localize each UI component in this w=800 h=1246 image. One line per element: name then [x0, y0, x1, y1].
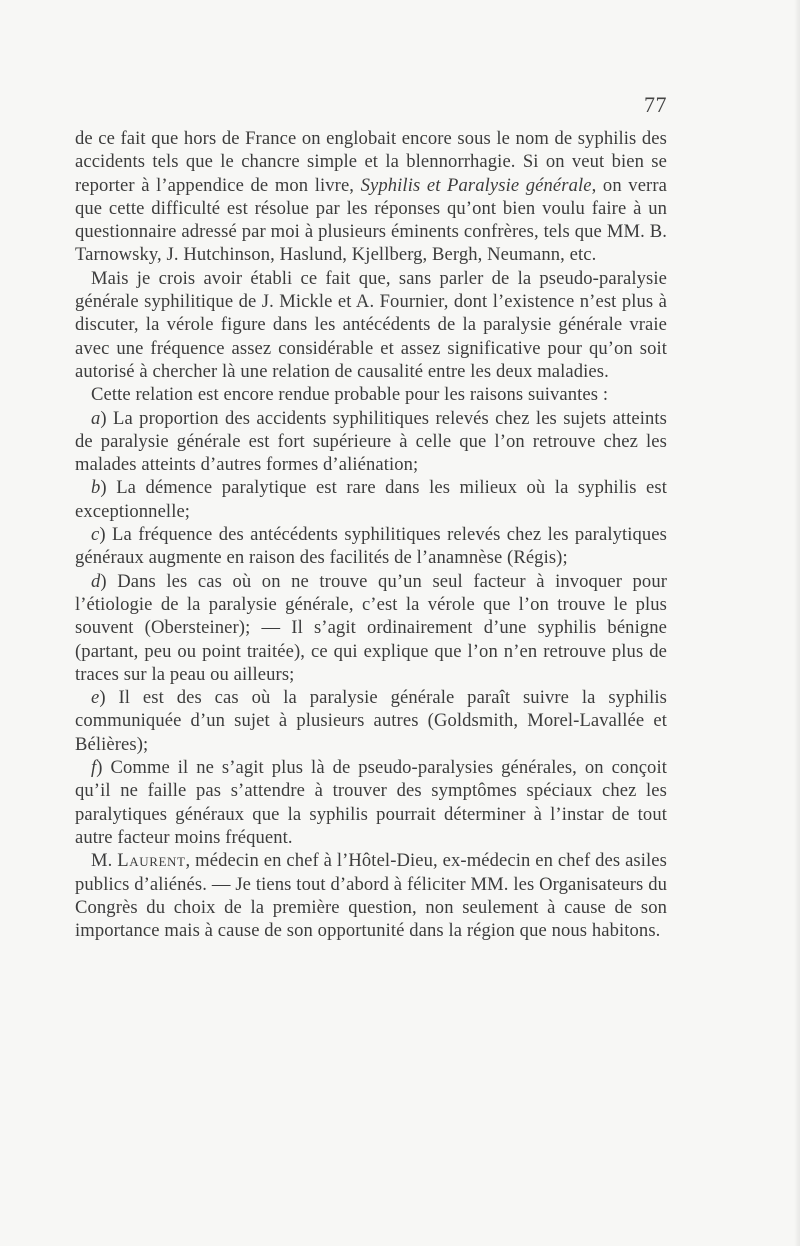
reason-marker: f [91, 757, 97, 779]
reason-text: Comme il ne s’agit plus là de pseudo-paralysies générales, on conçoit qu’il ne faille pas s’attendre à trouver des symptômes spéciaux chez les paralytiques généraux que la syphilis pourrait déterminer à l’instar de tout autre facteur moins fréquent. [75, 757, 667, 848]
body-text [75, 127, 667, 942]
book-title: Syphilis et Paralysie générale [360, 174, 592, 196]
paragraph-intro-text: de ce fait que hors de France on englobait encore sous le nom de syphilis des accidents tels que le chancre simple et la blennorrhagie. Si on veut bien se reporter à l’appendice de mon livre, [75, 128, 667, 196]
reason-item: e) Il est des cas où la paralysie générale paraît suivre la syphilis communiquée d’un sujet à plusieurs autres (Goldsmith, Morel-Lavallée et Bélières); [75, 687, 667, 755]
speaker-name: Laurent [117, 850, 186, 872]
closing-paragraph [75, 849, 667, 942]
paragraph-intro [75, 127, 667, 267]
paragraph-argument: Mais je crois avoir établi ce fait que, sans parler de la pseudo-paralysie générale syphilitique de J. Mickle et A. Fournier, dont l’existence n’est plus à discuter, la vérole figure dans les antécédents de la paralysie générale vraie avec une fréquence assez considérable et assez significative pour qu’on soit autorisé à chercher là une relation de causalité entre les deux maladies. [75, 267, 667, 382]
closing-text: , médecin en chef à l’Hôtel-Dieu, ex-médecin en chef des asiles publics d’aliénés. — Je tiens tout d’abord à féliciter MM. les Organisateurs du Congrès du choix de la première question, non seulement à cause de son importance mais à cause de son opportunité dans la région que nous habitons. [75, 850, 667, 942]
reason-item: c) La fréquence des antécédents syphilitiques relevés chez les paralytiques généraux augmente en raison des facilités de l’anamnèse (Régis); [75, 524, 667, 569]
reason-marker: d [91, 570, 101, 592]
page-number: 77 [644, 92, 667, 117]
reason-text: Il est des cas où la paralysie générale paraît suivre la syphilis communiquée d’un sujet à plusieurs autres (Goldsmith, Morel-Lavallée et Bélières); [75, 687, 667, 755]
reason-text: Dans les cas où on ne trouve qu’un seul facteur à invoquer pour l’étiologie de la paralysie générale, c’est la vérole que l’on trouve le plus souvent (Obersteiner); — Il s’agit ordinairement d’une syphilis bénigne (partant, peu ou point traitée), ce qui explique que l’on n’en retrouve plus de traces sur la peau ou ailleurs; [75, 570, 668, 685]
reason-text: La proportion des accidents syphilitiques relevés chez les sujets atteints de paralysie générale est fort supérieure à celle que l’on retrouve chez les malades atteints d’autres formes d’aliénation; [75, 407, 667, 476]
reason-item: a) La proportion des accidents syphilitiques relevés chez les sujets atteints de paralysie générale est fort supérieure à celle que l’on retrouve chez les malades atteints d’autres formes d’aliénation; [75, 407, 667, 476]
reason-item: f) Comme il ne s’agit plus là de pseudo-paralysies générales, on conçoit qu’il ne faille pas s’attendre à trouver des symptômes spéciaux chez les paralytiques généraux que la syphilis pourrait déterminer à l’instar de tout autre facteur moins fréquent. [75, 757, 667, 848]
reason-marker: c [91, 524, 100, 546]
reason-text: La fréquence des antécédents syphilitiques relevés chez les paralytiques généraux augmente en raison des facilités de l’anamnèse (Régis); [75, 524, 667, 569]
reason-text: La démence paralytique est rare dans les milieux où la syphilis est exceptionnelle; [75, 477, 667, 522]
paragraph-intro-continuation: , on verra que cette difficulté est résolue par les réponses qu’ont bien voulu faire à un questionnaire adressé par moi à plusieurs éminents confrères, tels que MM. B. Tarnowsky, J. Hutchinson, Haslund, Kjellberg, Bergh, Neumann, etc. [75, 174, 667, 266]
page-edge-shadow [794, 0, 800, 1246]
reason-item: d) Dans les cas où on ne trouve qu’un seul facteur à invoquer pour l’étiologie de la paralysie générale, c’est la vérole que l’on trouve le plus souvent (Obersteiner); — Il s’agit ordinairement d’une syphilis bénigne (partant, peu ou point traitée), ce qui explique que l’on n’en retrouve plus de traces sur la peau ou ailleurs; [75, 570, 668, 685]
reason-marker: a [91, 407, 101, 429]
reason-marker: e [91, 687, 100, 709]
paragraph-reasons-lead: Cette relation est encore rendue probable pour les raisons suivantes : [91, 384, 609, 406]
speaker-prefix: M. [91, 850, 118, 872]
reason-marker: b [91, 477, 101, 499]
reason-item: b) La démence paralytique est rare dans les milieux où la syphilis est exceptionnelle; [75, 477, 667, 522]
